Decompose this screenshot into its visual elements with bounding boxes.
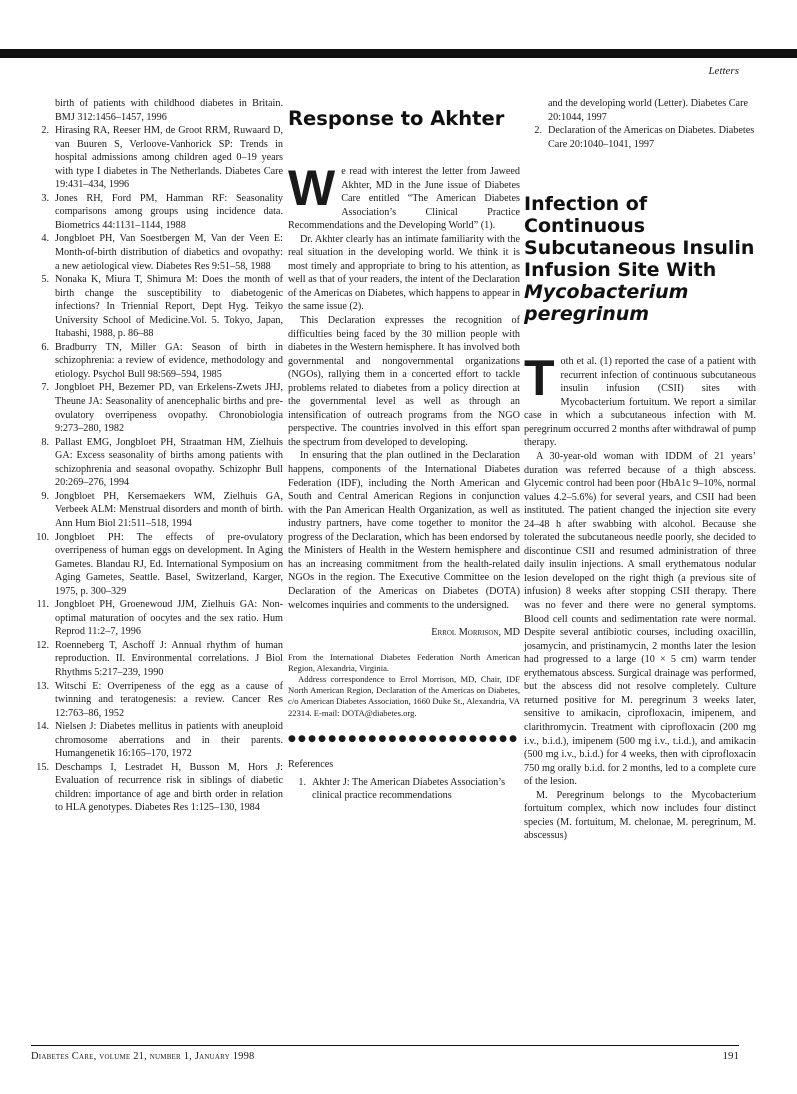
reference-text: Jongbloet PH, Kersemaekers WM, Zielhuis GA, Verbeek ALM: Menstrual disorders and month of birth. Ann Hum Biol 21:511–518, 1994: [55, 490, 283, 529]
article2-paragraph-2: A 30-year-old woman with IDDM of 21 years’ duration was referred because of a thigh abscess. Glycemic control had been poor (HbA1c 9–10%, normal values 4.2–5.6%) for several years, and CSII had been instituted. The patient changed the injection site every 24–48 h after swabbing with alcohol. Because she tolerated the subcutaneous needle poorly, she decided to discontinue CSII and resumed administration of three daily insulin injections. A small erythematous nodular lesion developed on the right thigh (a previous site of infusion) 8 weeks after stopping CSII therapy. There was no fever and there were no general symptoms. Blood cell counts and sedimentation rate were normal. Despite several antibiotic courses, including oxacillin, josamycin, and pristinamycin, 2 months later the lesion had progressed to a large (10 × 5 cm) warm tender erythematous abscess. Surgical drainage was performed, but the abscess did not resolve completely. Culture returned positive for M. peregrinum 3 weeks later, sensitive to amikacin, ciprofloxacin, imipenem, and clarithromycin. Treatment with ciprofloxacin (200 mg i.v., b.i.d.), imipenem (500 mg i.v., t.i.d.), and amikacin (500 mg i.v., b.i.d.) for 4 weeks, then with ciprofloxacin 750 mg orally b.i.d. for 2 months, led to a complete cure of the lesion.: [524, 451, 756, 788]
reference-number: 3.: [41, 192, 49, 204]
reference-text: Jongbloet PH, Bezemer PD, van Erkelens-Zwets JHJ, Theune JA: Seasonality of anencephalic births and pre-ovulatory overripeness ovopathy. Chronobiologia 9:273–280, 1982: [55, 382, 283, 435]
author-affiliation: [288, 652, 520, 719]
section-label: Letters: [708, 65, 739, 77]
column-left: [31, 97, 283, 815]
reference-list-continued: [31, 97, 283, 815]
article-title-infection: Infection of Continuous Subcutaneous Insulin Infusion Site With Mycobacterium peregrinum: [524, 193, 755, 326]
reference-number: 8.: [41, 436, 49, 448]
reference-number: 12.: [36, 639, 49, 651]
reference-item: [31, 192, 283, 233]
reference-text: Deschamps I, Lestradet H, Busson M, Hors J: Evaluation of recurrence risk in siblings of diabetic children: importance of age and birth order in relation to HLA genotypes. Diabetes Res 1:125–130, 1984: [55, 761, 283, 814]
separator-dots: ●●●●●●●●●●●●●●●●●●●●●●●: [288, 733, 520, 744]
dropcap-t: T: [524, 350, 555, 407]
reference-number: 10.: [36, 531, 49, 543]
reference-text: Nonaka K, Miura T, Shimura M: Does the month of birth change the susceptibility to diabetogenic infections? In Triennial Report, Dept Hyg. Teikyo University School of Medicine.Vol. 5. Tokyo, Japan, Itabashi, 1988, p. 86–88: [55, 274, 283, 340]
reference-number: 9.: [41, 490, 49, 502]
reference-item: [31, 680, 283, 721]
reference-item: [31, 490, 283, 531]
reference-number: 11.: [36, 599, 49, 611]
reference-number: 14.: [36, 721, 49, 733]
article1-paragraph-1: We read with interest the letter from Jaweed Akhter, MD in the June issue of Diabetes Care entitled “The American Diabetes Association’s Clinical Practice Recommendations and the Developing World” (1).: [288, 160, 520, 232]
reference-text: Jongbloet PH: The effects of pre-ovulatory overripeness of human eggs on development. In Aging Gametes. Blandau RJ, Ed. International Symposium on Aging Gametes, Seattle. Basel, Switzerland, Karger, 1975, p. 300–329: [55, 531, 283, 597]
reference-item: [31, 124, 283, 192]
reference-item: [524, 124, 756, 151]
article-title-response: Response to Akhter: [288, 107, 505, 130]
article2-paragraph-1: Toth et al. (1) reported the case of a patient with recurrent infection of continuous subcutaneous insulin infusion (CSII) sites with Mycobacterium fortuitum. We report a similar case in which a subcutaneous infection with M. peregrinum occurred 2 months after withdrawal of pump therapy.: [524, 350, 756, 449]
dropcap-w: W: [288, 160, 336, 216]
reference-item: [31, 97, 283, 124]
article1-reference-list: [288, 776, 520, 803]
reference-text: Jones RH, Ford PM, Hamman RF: Seasonality comparisons among groups using incidence data. Biometrics 44:1131–1144, 1988: [55, 192, 283, 231]
reference-item: [31, 598, 283, 639]
column-middle: [288, 97, 520, 803]
reference-text: Witschi E: Overripeness of the egg as a cause of twinning and teratogenesis: a review. Cancer Res 12:763–86, 1952: [55, 680, 283, 719]
reference-number: 2.: [534, 125, 542, 137]
reference-item: [524, 97, 756, 124]
journal-citation: Diabetes Care, volume 21, number 1, January 1998: [31, 1051, 255, 1062]
reference-item: [31, 639, 283, 680]
reference-item: [31, 531, 283, 599]
reference-item: [31, 232, 283, 273]
reference-number: 5.: [41, 274, 49, 286]
reference-text: Jongbloet PH, Van Soestbergen M, Van der Veen E: Month-of-birth distribution of diabetics and ovopathy: a new aetiological view. Diabetes Res 9:51–58, 1988: [55, 233, 283, 272]
reference-number: 2.: [41, 125, 49, 137]
reference-text: Pallast EMG, Jongbloet PH, Straatman HM, Zielhuis GA: Excess seasonality of births among patients with schizophrenia and seasonal ovopathy. Schizophr Bull 20:269–276, 1994: [55, 436, 283, 489]
reference-number: 13.: [36, 680, 49, 692]
page-number: 191: [722, 1050, 739, 1062]
author-signature: Errol Morrison, MD: [431, 627, 520, 639]
article1-paragraph-3: This Declaration expresses the recognition of difficulties being faced by the 30 million people with diabetes in the Western hemisphere. It has involved both governmental and nongovernmental organizations (NGOs), rallying them in a concerted effort to tackle problems related to diabetes from a policy direction at the governmental level as well as through an intensification of outreach programs from the NGO perspective. The countries involved in this effort span the spectrum from developed to developing.: [288, 315, 520, 448]
reference-text: birth of patients with childhood diabetes in Britain. BMJ 312:1456–1457, 1996: [55, 98, 283, 123]
correspondence-text: Address correspondence to Errol Morrison, MD, Chair, IDF North American Region, Declaration of the Americas on Diabetes, c/o American Diabetes Association, 1660 Duke St., Alexandria, VA 22314. E-mail: DOTA@diabetes.org.: [288, 674, 520, 718]
column-right: [524, 97, 756, 843]
reference-number: 7.: [41, 382, 49, 394]
article2-paragraph-3: M. Peregrinum belongs to the Mycobacterium fortuitum complex, which now includes four distinct species (M. fortuitum, M. chelonae, M. peregrinum, M. abscessus): [524, 789, 756, 842]
reference-text: Roenneberg T, Aschoff J: Annual rhythm of human reproduction. II. Environmental correlations. J Biol Rhythms 5:217–239, 1990: [55, 639, 283, 678]
footer-rule: [31, 1045, 739, 1046]
reference-text: Jongbloet PH, Groenewoud JJM, Zielhuis GA: Non-optimal maturation of oocytes and the sex ratio. Hum Reprod 11:2–7, 1996: [55, 599, 283, 638]
article1-paragraph-4: In ensuring that the plan outlined in the Declaration happens, components of the International Diabetes Federation (IDF), including the North American and South and Central American Regions in conjunction with the Pan American Health Organization, as well as industry partners, have come together to monitor the progress of the Declaration, which has been endorsed by the Ministers of Health in the Western hemisphere and has an increasing commitment from the health-related NGOs in the region. The Executive Committee on the Declaration of the Americas on Diabetes (DOTA) welcomes inquiries and comments to the undersigned.: [288, 450, 520, 611]
reference-number: 15.: [36, 761, 49, 773]
reference-text: Hirasing RA, Reeser HM, de Groot RRM, Ruwaard D, van Buuren S, Verloove-Vanhorick SP: Trends in hospital admissions among children aged 0–19 years with type I diabetes in The Netherlands. Diabetes Care 19:431–434, 1996: [55, 125, 283, 191]
reference-text: Nielsen J: Diabetes mellitus in patients with aneuploid chromosome aberrations and in their parents. Humangenetik 16:165–170, 1972: [55, 721, 283, 760]
reference-item: [31, 720, 283, 761]
reference-text: Declaration of the Americas on Diabetes. Diabetes Care 20:1040–1041, 1997: [548, 125, 755, 150]
reference-item: [31, 341, 283, 382]
reference-text: Bradburry TN, Miller GA: Season of birth in schizophrenia: a review of evidence, methodology and etiology. Psychol Bull 98:569–594, 1985: [55, 341, 283, 380]
reference-item: [31, 381, 283, 435]
reference-item: [31, 436, 283, 490]
references-heading: References: [288, 759, 334, 771]
reference-item: [31, 273, 283, 341]
header-rule: [0, 49, 797, 58]
reference-number: 6.: [41, 341, 49, 353]
reference-item: [288, 776, 520, 803]
reference-text: Akhter J: The American Diabetes Association’s clinical practice recommendations: [312, 776, 506, 802]
affiliation-text: From the International Diabetes Federation North American Region, Alexandria, Virginia.: [288, 651, 520, 673]
reference-number: 4.: [41, 233, 49, 245]
reference-text: and the developing world (Letter). Diabetes Care 20:1044, 1997: [548, 98, 748, 123]
article1-paragraph-2: Dr. Akhter clearly has an intimate familiarity with the real situation in the developing world. We think it is most timely and appropriate to bring to his attention, as well as that of your readers, the intent of the Declaration of the Americas on Diabetes, which happens to appear in the same issue (2).: [288, 233, 520, 313]
article1-reference-list-continued: [524, 97, 756, 151]
reference-number: 1.: [298, 776, 306, 788]
reference-item: [31, 761, 283, 815]
